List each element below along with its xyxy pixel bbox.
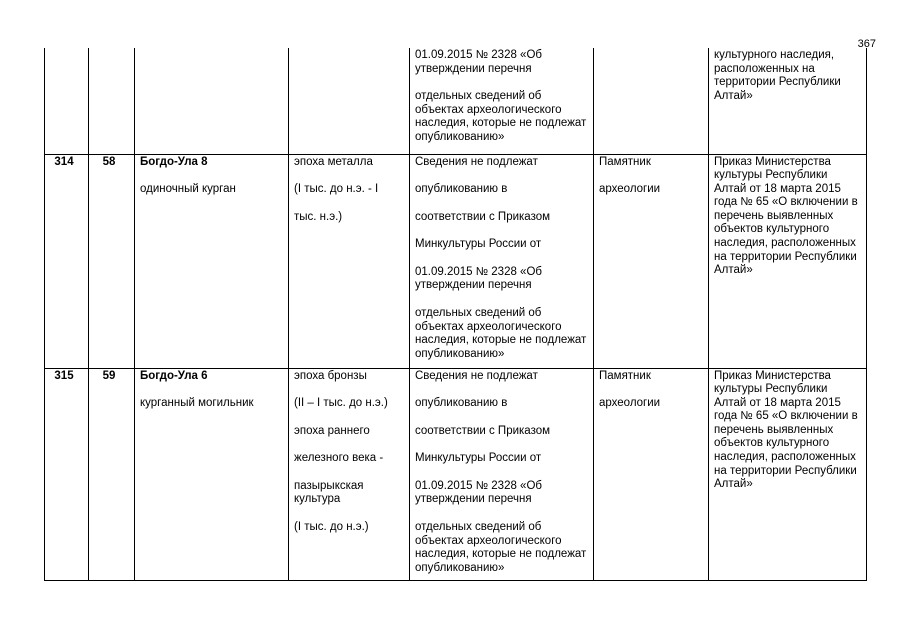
document-cell — [709, 154, 867, 368]
category-line: археологии — [599, 183, 661, 196]
document-cell — [709, 48, 867, 154]
name-cell — [135, 154, 289, 368]
object-name: Богдо-Ула 6 — [140, 369, 208, 382]
dating-cell — [289, 154, 410, 368]
category-cell — [594, 368, 709, 580]
document-line: Приказ Министерства культуры Республики Алтай от 18 марта 2015 года № 65 «О включении в перечень выявленных объектов культурного наследия, расположенных на территории Республики Алтай» — [714, 155, 858, 277]
dating-line: (I тыс. до н.э. - I — [294, 183, 379, 196]
info-line: соответствии с Приказом — [415, 424, 551, 437]
cell-empty — [135, 48, 289, 154]
info-line: Минкультуры России от — [415, 452, 542, 465]
info-cell — [410, 154, 594, 368]
dating-line: эпоха металла — [294, 155, 373, 168]
info-cell — [410, 48, 594, 154]
info-line: опубликованию в — [415, 397, 508, 410]
category-line: Памятник — [599, 155, 651, 168]
table-row — [45, 368, 867, 580]
info-line: опубликованию в — [415, 183, 508, 196]
continued-row — [45, 48, 867, 154]
table-row — [45, 154, 867, 368]
object-type: одиночный курган — [140, 183, 236, 196]
dating-line: пазырыкская культура — [294, 479, 364, 506]
info-line: отдельных сведений об объектах археологического наследия, которые не подлежат опубликованию» — [415, 307, 587, 360]
dating-line: эпоха бронзы — [294, 369, 367, 382]
info-line: 01.09.2015 № 2328 «Об утверждении перечня — [415, 49, 542, 75]
dating-cell — [289, 368, 410, 580]
cell-empty — [289, 48, 410, 154]
category-line: археологии — [599, 397, 661, 410]
info-line: 01.09.2015 № 2328 «Об утверждении перечня — [415, 265, 542, 292]
info-line: Минкультуры России от — [415, 238, 542, 251]
object-type: курганный могильник — [140, 397, 254, 410]
info-cell — [410, 368, 594, 580]
category-line: Памятник — [599, 369, 651, 382]
row-number: 314 — [45, 154, 89, 368]
dating-line: (I тыс. до н.э.) — [294, 521, 369, 534]
info-line: Сведения не подлежат — [415, 369, 538, 382]
info-line: отдельных сведений об объектах археологического наследия, которые не подлежат опубликованию» — [415, 521, 587, 574]
info-line: 01.09.2015 № 2328 «Об утверждении перечня — [415, 479, 542, 506]
dating-line: (II – I тыс. до н.э.) — [294, 397, 388, 410]
document-cell — [709, 368, 867, 580]
dating-line: эпоха раннего — [294, 424, 370, 437]
document-line: Приказ Министерства культуры Республики Алтай от 18 марта 2015 года № 65 «О включении в перечень выявленных объектов культурного наследия, расположенных на территории Республики Алтай» — [714, 369, 858, 491]
row-sub-number: 59 — [89, 368, 135, 580]
row-sub-number: 58 — [89, 154, 135, 368]
cell-empty — [594, 48, 709, 154]
document-line: культурного наследия, расположенных на территории Республики Алтай» — [714, 49, 841, 102]
dating-line: тыс. н.э.) — [294, 210, 343, 223]
info-line: Сведения не подлежат — [415, 155, 538, 168]
object-name: Богдо-Ула 8 — [140, 155, 208, 168]
dating-line: железного века - — [294, 452, 384, 465]
info-line: соответствии с Приказом — [415, 210, 551, 223]
page-number: 367 — [857, 38, 876, 50]
cell-empty — [89, 48, 135, 154]
name-cell — [135, 368, 289, 580]
cell-empty — [45, 48, 89, 154]
heritage-register-table — [44, 48, 867, 581]
info-line: отдельных сведений об объектах археологического наследия, которые не подлежат опубликованию» — [415, 90, 587, 143]
row-number: 315 — [45, 368, 89, 580]
category-cell — [594, 154, 709, 368]
